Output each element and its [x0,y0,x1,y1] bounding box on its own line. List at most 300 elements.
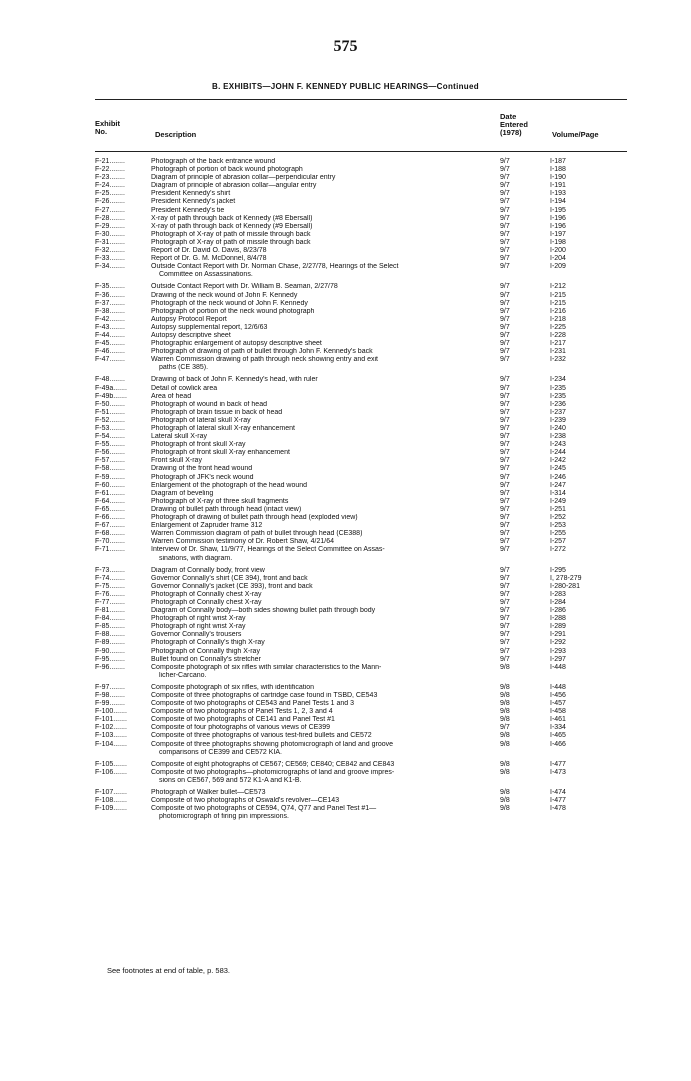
date-entered: 9/7 [500,376,510,384]
exhibit-description: Photograph of right wrist X-ray [151,615,246,623]
header-rule [95,151,627,152]
table-row [95,401,627,409]
exhibit-description: Report of Dr. David O. Davis, 8/23/78 [151,247,267,255]
exhibit-description: Governor Connally's shirt (CE 394), front and back [151,574,308,582]
date-entered: 9/7 [500,505,510,513]
exhibit-description: Composite of three photographs showing photomicrograph of land and groove [151,740,394,748]
exhibit-number: F-90........ [95,647,125,655]
table-row [95,283,627,291]
table-row [95,356,627,364]
exhibit-description: Photograph of the neck wound of John F. Kennedy [151,299,308,307]
date-entered: 9/7 [500,158,510,165]
date-entered: 9/7 [500,400,510,408]
volume-page: I-474 [550,789,566,797]
exhibit-description: Diagram of principle of abrasion collar—angular entry [151,182,317,190]
exhibit-description: Diagram of Connally body—both sides showing bullet path through body [151,607,376,615]
exhibit-description: President Kennedy's jacket [151,198,236,206]
exhibit-description: Drawing of back of John F. Kennedy's head, with ruler [151,376,318,384]
table-row [95,190,627,198]
volume-page: I-461 [550,716,566,724]
table-row [95,433,627,441]
date-entered: 9/7 [500,283,510,291]
exhibit-number: F-109....... [95,805,127,813]
exhibit-number: F-33........ [95,255,125,263]
exhibit-description: Warren Commission drawing of path through neck showing entry and exit [151,356,378,364]
date-entered: 9/7 [500,607,510,615]
table-row [95,316,627,324]
exhibit-description: Photograph of wound in back of head [151,400,267,408]
table-row [95,490,627,498]
date-entered: 9/7 [500,425,510,432]
exhibit-description: Outside Contact Report with Dr. Norman Chase, 2/27/78, Hearings of the Select [151,263,399,271]
exhibit-number: F-75........ [95,582,125,590]
exhibit-description: Composite of two photographs of CE594, Q74, Q77 and Panel Test #1— [151,805,377,813]
exhibit-number: F-35........ [95,283,125,291]
date-entered: 9/8 [500,805,510,813]
table-row-continuation [95,364,627,372]
volume-page: I-272 [550,546,566,554]
volume-page: I-292 [550,639,566,647]
volume-page: I-448 [550,663,566,671]
exhibit-number: F-106....... [95,768,127,776]
table-row [95,514,627,522]
date-entered: 9/7 [500,449,510,457]
exhibit-number: F-55........ [95,441,125,449]
volume-page: I, 278-279 [550,574,582,582]
date-entered: 9/7 [500,566,510,574]
date-entered: 9/7 [500,489,510,497]
table-row [95,158,627,166]
date-entered: 9/7 [500,598,510,606]
date-entered: 9/7 [500,356,510,364]
exhibit-description: Photograph of front skull X-ray enhancement [151,449,290,457]
exhibit-number: F-101....... [95,716,127,724]
volume-page: I-188 [550,166,566,174]
exhibit-description: Drawing of the neck wound of John F. Kennedy [151,291,298,299]
volume-page: I-246 [550,473,566,481]
date-entered: 9/7 [500,473,510,481]
table-row [95,207,627,215]
volume-page: I-252 [550,514,566,522]
header-exhibit-line2: No. [95,127,108,137]
exhibit-number: F-27........ [95,206,125,214]
date-entered: 9/7 [500,647,510,655]
table-row [95,324,627,332]
exhibit-number: F-56........ [95,449,125,457]
volume-page: I-289 [550,623,566,631]
exhibit-number: F-34........ [95,263,125,271]
exhibit-number: F-99........ [95,700,125,708]
date-entered: 9/7 [500,724,510,732]
date-entered: 9/7 [500,323,510,331]
date-entered: 9/8 [500,768,510,776]
exhibit-number: F-67........ [95,522,125,530]
volume-page: I-457 [550,700,566,708]
exhibit-number: F-89........ [95,639,125,647]
table-row [95,789,627,797]
table-row [95,684,627,692]
exhibit-number: F-60........ [95,481,125,489]
exhibit-description: Photograph of X-ray of path of missile through back [151,230,311,238]
exhibit-description: Bullet found on Connally's stretcher [151,655,261,663]
exhibit-number: F-29........ [95,222,125,230]
volume-page: I-334 [550,724,566,732]
exhibit-description: Diagram of Connally body, front view [151,566,265,574]
volume-page: I-217 [550,340,566,348]
table-row [95,724,627,732]
date-entered: 9/7 [500,623,510,631]
volume-page: I-477 [550,760,566,768]
exhibit-description: sinations, with diagram. [159,554,233,562]
table-row [95,409,627,417]
volume-page: I-212 [550,283,566,291]
table-row [95,247,627,255]
exhibit-number: F-23........ [95,174,125,182]
volume-page: I-238 [550,433,566,441]
exhibit-number: F-43........ [95,323,125,331]
header-exhibit-line1: Exhibit [95,119,121,128]
volume-page: I-255 [550,530,566,538]
table-row [95,292,627,300]
exhibit-description: X-ray of path through back of Kennedy (#9 Ebersall) [151,222,313,230]
exhibit-description: Composite of eight photographs of CE567; CE569; CE840; CE842 and CE843 [151,760,395,768]
exhibit-number: F-36........ [95,291,125,299]
date-entered: 9/7 [500,546,510,554]
volume-page: I-291 [550,631,566,639]
exhibit-number: F-26........ [95,198,125,206]
date-entered: 9/7 [500,238,510,246]
header-volume: Volume/Page [552,130,599,139]
table-row [95,623,627,631]
exhibit-description: Autopsy supplemental report, 12/6/63 [151,323,268,331]
exhibit-number: F-107....... [95,789,127,797]
volume-page: I-243 [550,441,566,449]
exhibit-number: F-48........ [95,376,125,384]
date-entered: 9/7 [500,441,510,449]
volume-page: I-218 [550,315,566,323]
header-date-line2: Entered [500,120,528,130]
exhibit-number: F-97........ [95,683,125,691]
table-row [95,308,627,316]
exhibit-description: Photograph of portion of the neck wound photograph [151,307,315,315]
date-entered: 9/7 [500,255,510,263]
table-row [95,797,627,805]
volume-page: I-448 [550,683,566,691]
volume-page: I-247 [550,481,566,489]
volume-page: I-458 [550,708,566,716]
table-row [95,575,627,583]
date-entered: 9/7 [500,247,510,255]
exhibit-description: Warren Commission testimony of Dr. Robert Shaw, 4/21/64 [151,538,334,546]
date-entered: 9/7 [500,522,510,530]
volume-page: I-235 [550,384,566,392]
exhibit-description: Photographic enlargement of autopsy descriptive sheet [151,340,322,348]
date-entered: 9/7 [500,190,510,198]
date-entered: 9/7 [500,392,510,400]
table-row [95,664,627,672]
exhibit-number: F-85........ [95,623,125,631]
table-row [95,631,627,639]
date-entered: 9/7 [500,408,510,416]
exhibit-description: Photograph of Connally chest X-ray [151,598,262,606]
exhibit-number: F-47........ [95,356,125,364]
exhibit-number: F-65........ [95,505,125,513]
table-row [95,732,627,740]
table-row [95,393,627,401]
exhibit-number: F-37........ [95,299,125,307]
table-row [95,716,627,724]
volume-page: I-209 [550,263,566,271]
date-entered: 9/7 [500,615,510,623]
volume-page: I-473 [550,768,566,776]
volume-page: I-286 [550,607,566,615]
table-row [95,223,627,231]
exhibit-description: Autopsy descriptive sheet [151,331,231,339]
date-entered: 9/7 [500,291,510,299]
exhibit-description: Composite of two photographs of CE543 and Panel Tests 1 and 3 [151,700,355,708]
volume-page: I-216 [550,307,566,315]
volume-page: I-228 [550,331,566,339]
exhibit-description: licher-Carcano. [159,671,207,679]
volume-page: I-465 [550,732,566,740]
table-row [95,639,627,647]
date-entered: 9/7 [500,222,510,230]
table-row [95,182,627,190]
exhibit-number: F-84........ [95,615,125,623]
exhibit-number: F-51........ [95,408,125,416]
exhibit-description: Photograph of Connally thigh X-ray [151,647,260,655]
date-entered: 9/7 [500,530,510,538]
volume-page: I-190 [550,174,566,182]
exhibit-number: F-59........ [95,473,125,481]
table-row [95,805,627,813]
table-row [95,465,627,473]
exhibit-number: F-50........ [95,400,125,408]
exhibit-number: F-57........ [95,457,125,465]
exhibit-description: Committee on Assassinations. [159,271,253,279]
date-entered: 9/8 [500,692,510,699]
exhibit-description: Enlargement of the photograph of the head wound [151,481,308,489]
date-entered: 9/7 [500,166,510,174]
date-entered: 9/8 [500,797,510,805]
table-title: B. EXHIBITS—JOHN F. KENNEDY PUBLIC HEARINGS—Continued [212,82,479,91]
exhibit-description: Front skull X-ray [151,457,202,465]
table-row [95,482,627,490]
exhibit-number: F-31........ [95,238,125,246]
volume-page: I-231 [550,348,566,356]
header-date-line1: Date [500,112,517,121]
volume-page: I-215 [550,291,566,299]
volume-page: I-297 [550,655,566,663]
exhibit-number: F-38........ [95,307,125,315]
table-row [95,546,627,554]
date-entered: 9/7 [500,631,510,639]
exhibit-number: F-77........ [95,598,125,606]
exhibit-number: F-71........ [95,546,125,554]
date-entered: 9/8 [500,732,510,740]
exhibit-number: F-24........ [95,182,125,190]
exhibit-description: Outside Contact Report with Dr. William B. Seaman, 2/27/78 [151,283,338,291]
table-row-continuation [95,672,627,680]
exhibit-description: Composite of three photographs of various test-fired bullets and CE572 [151,732,372,740]
exhibit-description: paths (CE 385). [159,364,209,372]
volume-page: I-204 [550,255,566,263]
exhibit-description: Photograph of brain tissue in back of head [151,408,283,416]
volume-page: I-240 [550,425,566,432]
date-entered: 9/7 [500,384,510,392]
table-row [95,530,627,538]
volume-page: I-253 [550,522,566,530]
date-entered: 9/7 [500,182,510,190]
exhibit-number: F-22........ [95,166,125,174]
exhibit-description: Report of Dr. G. M. McDonnel, 8/4/78 [151,255,267,263]
exhibit-number: F-64........ [95,497,125,505]
header-description: Description [155,130,197,139]
table-row [95,340,627,348]
table-row [95,498,627,506]
table-row [95,239,627,247]
volume-page: I-197 [550,230,566,238]
date-entered: 9/7 [500,590,510,598]
volume-page: I-191 [550,182,566,190]
exhibit-description: Area of head [151,392,192,400]
exhibit-number: F-46........ [95,348,125,356]
exhibit-description: Autopsy Protocol Report [151,315,227,323]
page-number: 575 [333,38,358,55]
exhibit-number: F-76........ [95,590,125,598]
exhibit-description: Photograph of drawing of bullet path through head (exploded view) [151,514,358,522]
exhibit-number: F-32........ [95,247,125,255]
exhibit-description: Diagram of principle of abrasion collar—perpendicular entry [151,174,336,182]
date-entered: 9/8 [500,683,510,691]
exhibit-number: F-100....... [95,708,127,716]
volume-page: I-194 [550,198,566,206]
exhibit-description: Composite of two photographs of Oswald's revolver—CE143 [151,797,340,805]
table-row [95,708,627,716]
table-row [95,648,627,656]
volume-page: I-314 [550,489,566,497]
table-row [95,263,627,271]
volume-page: I-283 [550,590,566,598]
exhibit-number: F-49a....... [95,384,127,392]
date-entered: 9/8 [500,740,510,748]
exhibit-description: Photograph of right wrist X-ray [151,623,246,631]
table-row [95,769,627,777]
table-row [95,615,627,623]
exhibit-description: Drawing of bullet path through head (intact view) [151,505,302,513]
exhibit-number: F-44........ [95,331,125,339]
exhibit-number: F-66........ [95,514,125,522]
volume-page: I-234 [550,376,566,384]
exhibit-description: Composite of two photographs of Panel Tests 1, 2, 3 and 4 [151,708,333,716]
exhibit-description: Composite of three photographs of cartridge case found in TSBD, CE543 [151,692,378,699]
date-entered: 9/7 [500,198,510,206]
volume-page: I-477 [550,797,566,805]
exhibit-description: President Kennedy's tie [151,206,225,214]
date-entered: 9/7 [500,307,510,315]
exhibit-number: F-53........ [95,425,125,432]
exhibit-description: sions on CE567, 569 and 572 K1-A and K1-B. [159,776,302,784]
table-row-continuation [95,749,627,757]
date-entered: 9/7 [500,433,510,441]
exhibit-description: X-ray of path through back of Kennedy (#8 Ebersall) [151,214,313,222]
footnote: See footnotes at end of table, p. 583. [107,966,231,975]
table-row [95,417,627,425]
table-row [95,700,627,708]
exhibit-description: Photograph of X-ray of path of missile through back [151,238,311,246]
exhibit-description: Photograph of lateral skull X-ray enhancement [151,425,295,432]
volume-page: I-215 [550,299,566,307]
exhibit-number: F-98........ [95,692,125,699]
date-entered: 9/8 [500,708,510,716]
exhibit-number: F-42........ [95,315,125,323]
date-entered: 9/8 [500,716,510,724]
date-entered: 9/7 [500,514,510,522]
table-row [95,231,627,239]
date-entered: 9/7 [500,574,510,582]
exhibit-number: F-102....... [95,724,127,732]
exhibit-description: Composite of two photographs of CE141 and Panel Test #1 [151,716,335,724]
date-entered: 9/7 [500,340,510,348]
exhibit-description: Lateral skull X-ray [151,433,208,441]
exhibit-description: Interview of Dr. Shaw, 11/9/77, Hearings of the Select Committee on Assas- [151,546,385,554]
volume-page: I-251 [550,505,566,513]
volume-page: I-198 [550,238,566,246]
table-row [95,385,627,393]
table-row [95,599,627,607]
table-row [95,761,627,769]
volume-page: I-295 [550,566,566,574]
table-row [95,457,627,465]
volume-page: I-237 [550,408,566,416]
table-row-continuation [95,813,627,821]
date-entered: 9/7 [500,465,510,473]
date-entered: 9/8 [500,700,510,708]
table-row [95,474,627,482]
exhibit-number: F-54........ [95,433,125,441]
volume-page: I-225 [550,323,566,331]
table-row [95,656,627,664]
exhibit-description: Photograph of Connally's thigh X-ray [151,639,265,647]
exhibit-description: Photograph of Connally chest X-ray [151,590,262,598]
exhibit-number: F-73........ [95,566,125,574]
date-entered: 9/8 [500,760,510,768]
date-entered: 9/7 [500,348,510,356]
date-entered: 9/7 [500,538,510,546]
table-row [95,332,627,340]
exhibit-number: F-96........ [95,663,125,671]
exhibit-number: F-105....... [95,760,127,768]
table-row [95,166,627,174]
exhibit-number: F-88........ [95,631,125,639]
exhibit-number: F-58........ [95,465,125,473]
exhibit-number: F-81........ [95,607,125,615]
table-row [95,583,627,591]
table-row [95,692,627,700]
header-date-line3: (1978) [500,128,522,138]
table-row [95,607,627,615]
date-entered: 9/8 [500,663,510,671]
volume-page: I-249 [550,497,566,505]
volume-page: I-466 [550,740,566,748]
exhibit-description: comparisons of CE399 and CE572 KIA. [159,748,282,756]
exhibit-description: Photograph of the back entrance wound [151,158,276,165]
table-row [95,215,627,223]
volume-page: I-195 [550,206,566,214]
table-row [95,348,627,356]
header-exhibit [95,120,120,136]
exhibit-number: F-21........ [95,158,125,165]
